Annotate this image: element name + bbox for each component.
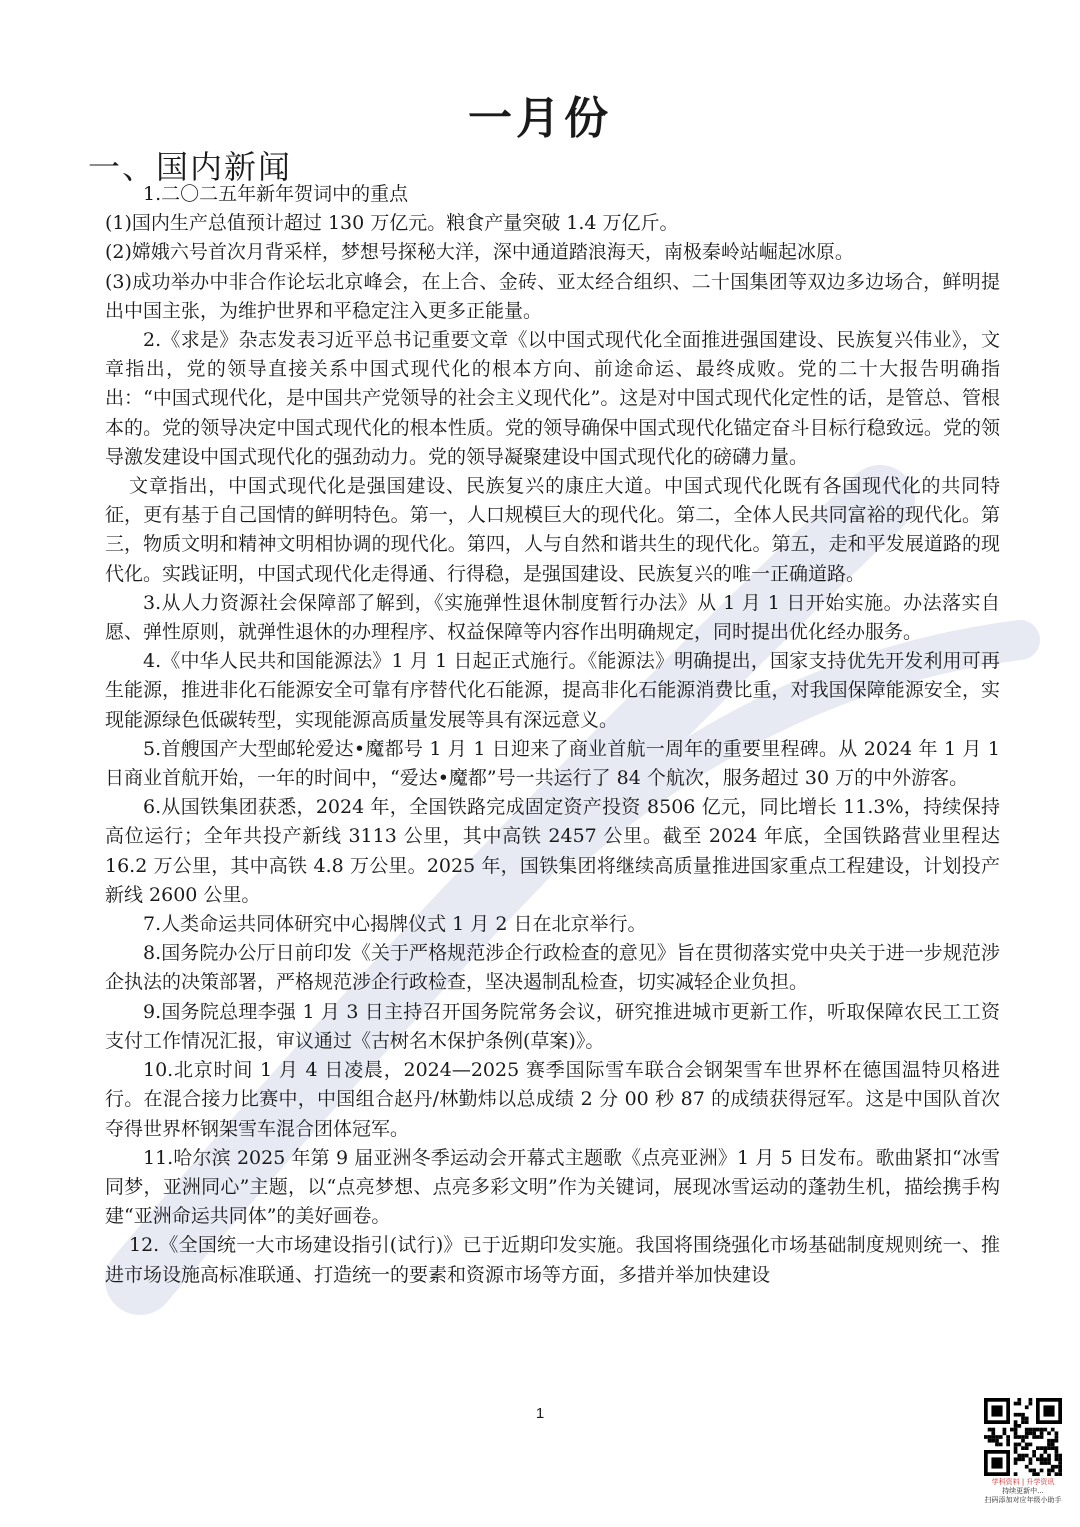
news-paragraph: 3.从人力资源社会保障部了解到，《实施弹性退休制度暂行办法》从 1 月 1 日开始实施。办法落实自愿、弹性原则，就弹性退休的办理程序、权益保障等内容作出明确规定，同时提出优化经办服务。 xyxy=(105,591,1000,644)
section-heading: 一、国内新闻 xyxy=(88,148,293,186)
news-paragraph: 5.首艘国产大型邮轮爱达•魔都号 1 月 1 日迎来了商业首航一周年的重要里程碑。从 2024 年 1 月 1 日商业首航开始，一年的时间中，“爱达•魔都”号一共运行了 84 个航次，服务超过 30 万的中外游客。 xyxy=(105,737,1000,790)
qr-tag: 学科资料 | 升学资讯 xyxy=(991,1478,1055,1486)
news-paragraph: (3)成功举办中非合作论坛北京峰会，在上合、金砖、亚太经合组织、二十国集团等双边多边场合，鲜明提出中国主张，为维护世界和平稳定注入更多正能量。 xyxy=(105,270,1000,322)
qr-code-icon xyxy=(984,1398,1062,1476)
qr-code-block xyxy=(978,1398,1068,1518)
news-paragraph: 2.《求是》杂志发表习近平总书记重要文章《以中国式现代化全面推进强国建设、民族复兴伟业》，文章指出，党的领导直接关系中国式现代化的根本方向、前途命运、最终成败。党的二十大报告明确指出：“中国式现代化，是中国共产党领导的社会主义现代化”。这是对中国式现代化定性的话，是管总、管根本的。党的领导决定中国式现代化的根本性质。党的领导确保中国式现代化锚定奋斗目标行稳致远。党的领导激发建设中国式现代化的强劲动力。党的领导凝聚建设中国式现代化的磅礴力量。 xyxy=(105,329,1000,468)
qr-line-1: 持续更新中... xyxy=(1002,1487,1044,1495)
page-number: 1 xyxy=(535,1405,545,1422)
news-paragraph: 10.北京时间 1 月 4 日凌晨，2024—2025 赛季国际雪车联合会钢架雪车世界杯在德国温特贝格进行。在混合接力比赛中，中国组合赵丹/林勤炜以总成绩 2 分 00 秒 87 的成绩获得冠军。这是中国队首次夺得世界杯钢架雪车混合团体冠军。 xyxy=(105,1059,1000,1140)
qr-line-2: 扫码添加对应年级小助手 xyxy=(984,1496,1062,1504)
news-paragraph: 12.《全国统一大市场建设指引(试行)》已于近期印发实施。我国将围绕强化市场基础制度规则统一、推进市场设施高标准联通、打造统一的要素和资源市场等方面，多措并举加快建设 xyxy=(105,1234,1000,1286)
news-paragraph: 8.国务院办公厅日前印发《关于严格规范涉企行政检查的意见》旨在贯彻落实党中央关于进一步规范涉企执法的决策部署，严格规范涉企行政检查，坚决遏制乱检查，切实减轻企业负担。 xyxy=(105,942,1000,994)
news-paragraph: 9.国务院总理李强 1 月 3 日主持召开国务院常务会议，研究推进城市更新工作，听取保障农民工工资支付工作情况汇报，审议通过《古树名木保护条例(草案)》。 xyxy=(105,1000,1000,1052)
news-paragraph: 11.哈尔滨 2025 年第 9 届亚洲冬季运动会开幕式主题歌《点亮亚洲》1 月 5 日发布。歌曲紧扣“冰雪同梦，亚洲同心”主题，以“点亮梦想、点亮多彩文明”作为关键词，展现冰雪运动的蓬勃生机，描绘携手构建“亚洲命运共同体”的美好画卷。 xyxy=(105,1146,1000,1228)
news-paragraph: 6.从国铁集团获悉，2024 年，全国铁路完成固定资产投资 8506 亿元，同比增长 11.3%，持续保持高位运行；全年共投产新线 3113 公里，其中高铁 2457 公里。截至 2024 年底，全国铁路营业里程达 16.2 万公里，其中高铁 4.8 万公里。2025 年，国铁集团将继续高质量推进国家重点工程建设，计划投产新线 2600 公里。 xyxy=(105,796,1000,906)
news-paragraph: 1.二〇二五年新年贺词中的重点 xyxy=(143,183,409,205)
news-paragraph: (1)国内生产总值预计超过 130 万亿元。粮食产量突破 1.4 万亿斤。 xyxy=(105,212,679,235)
news-body xyxy=(105,180,1000,1290)
page-title: 一月份 xyxy=(468,93,612,144)
news-paragraph: 4.《中华人民共和国能源法》1 月 1 日起正式施行。《能源法》明确提出，国家支持优先开发利用可再生能源，推进非化石能源安全可靠有序替代化石能源，提高非化石能源消费比重，对我国保障能源安全，实现能源绿色低碳转型，实现能源高质量发展等具有深远意义。 xyxy=(105,650,1000,731)
news-paragraph: 7.人类命运共同体研究中心揭牌仪式 1 月 2 日在北京举行。 xyxy=(143,913,647,936)
news-paragraph: (2)嫦娥六号首次月背采样，梦想号探秘大洋，深中通道踏浪海天，南极秦岭站崛起冰原。 xyxy=(105,241,854,264)
news-paragraph: 文章指出，中国式现代化是强国建设、民族复兴的康庄大道。中国式现代化既有各国现代化的共同特征，更有基于自己国情的鲜明特色。第一，人口规模巨大的现代化。第二，全体人民共同富裕的现代化。第三，物质文明和精神文明相协调的现代化。第四，人与自然和谐共生的现代化。第五，走和平发展道路的现代化。实践证明，中国式现代化走得通、行得稳，是强国建设、民族复兴的唯一正确道路。 xyxy=(105,475,1000,585)
